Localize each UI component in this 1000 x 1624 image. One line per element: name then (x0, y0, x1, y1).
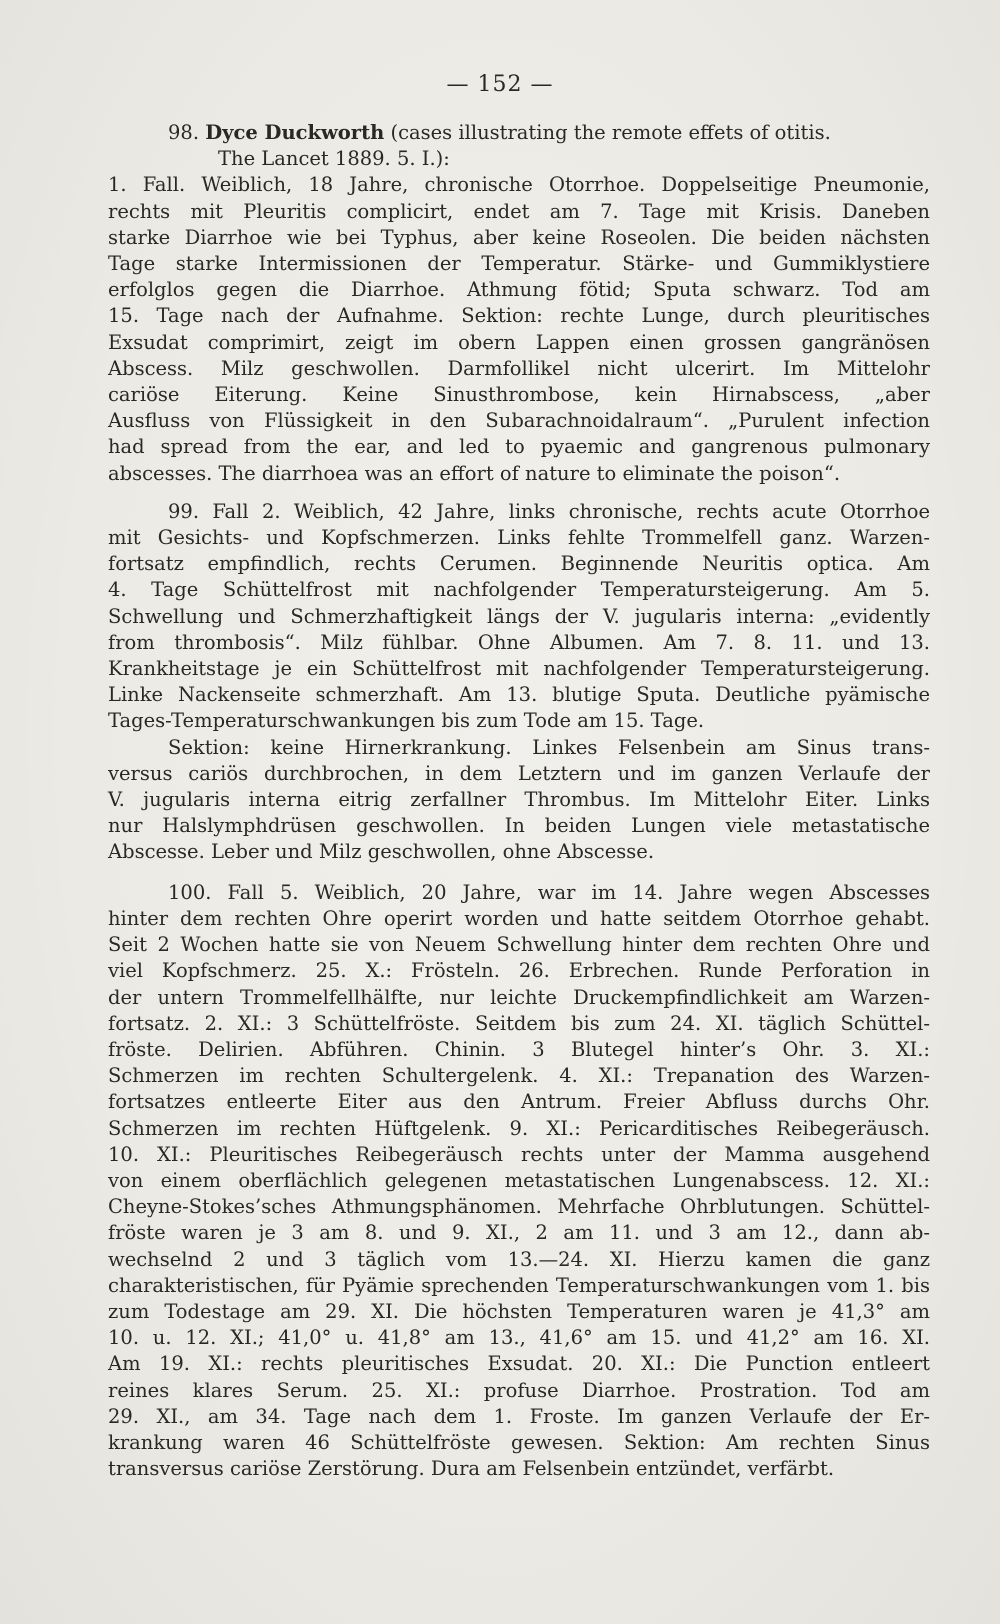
text-line: 100. Fall 5. Weiblich, 20 Jahre, war im 14. Jahre wegen Abscesses (168, 880, 930, 904)
text-line: versus cariös durchbrochen, in dem Letztern und im ganzen Verlaufe der (108, 761, 930, 785)
text-line: 1. Fall. Weiblich, 18 Jahre, chronische Otorrhoe. Doppelseitige Pneumonie, (108, 173, 930, 197)
text-line: from thrombosis“. Milz fühlbar. Ohne Albumen. Am 7. 8. 11. und 13. (108, 630, 930, 654)
text-line: Am 19. XI.: rechts pleuritisches Exsudat. 20. XI.: Die Punction entleert (108, 1352, 930, 1376)
text-line: Schwellung und Schmerzhaftigkeit längs der V. jugularis interna: „evidently (108, 604, 930, 628)
text-line: Exsudat comprimirt, zeigt im obern Lappen einen grossen gangränösen (108, 330, 930, 354)
text-line: Abscesse. Leber und Milz geschwollen, ohne Abscesse. (108, 840, 655, 864)
text-line: Linke Nackenseite schmerzhaft. Am 13. blutige Sputa. Deutliche pyämische (108, 683, 930, 707)
text-line: nur Halslymphdrüsen geschwollen. In beiden Lungen viele metastatische (108, 814, 930, 838)
text-line: viel Kopfschmerz. 25. X.: Frösteln. 26. Erbrechen. Runde Perforation in (108, 959, 930, 983)
text-line: Ausfluss von Flüssigkeit in den Subarachnoidalraum“. „Purulent infection (108, 409, 930, 433)
text-line: fortsatz empfindlich, rechts Cerumen. Beginnende Neuritis optica. Am (108, 552, 930, 576)
text-line: Abscess. Milz geschwollen. Darmfollikel nicht ulcerirt. Im Mittelohr (108, 356, 930, 380)
text-line: Seit 2 Wochen hatte sie von Neuem Schwellung hinter dem rechten Ohre und (108, 933, 930, 957)
entry-98-title: (cases illustrating the remote effets of otitis. (390, 121, 831, 144)
text-line: had spread from the ear, and led to pyaemic and gangrenous pulmonary (108, 435, 930, 459)
text-line: von einem oberflächlich gelegenen metastatischen Lungenabscess. 12. XI.: (108, 1168, 930, 1192)
text-line: 10. u. 12. XI.; 41,0° u. 41,8° am 13., 41,6° am 15. und 41,2° am 16. XI. (108, 1326, 930, 1350)
text-line: Tage starke Intermissionen der Temperatur. Stärke- und Gummiklystiere (108, 252, 930, 276)
entry-99 (108, 499, 930, 866)
text-line: fröste waren je 3 am 8. und 9. XI., 2 am 11. und 3 am 12., dann ab- (108, 1221, 930, 1245)
entry-98-text (108, 172, 930, 486)
text-line: charakteristischen, für Pyämie sprechenden Temperaturschwankungen vom 1. bis (108, 1273, 930, 1297)
entry-98-title-line (108, 120, 930, 146)
entry-98 (108, 120, 930, 487)
page-number: — 152 — (446, 72, 554, 97)
text-line: der untern Trommelfellhälfte, nur leichte Druckempfindlichkeit am Warzen- (108, 985, 930, 1009)
entry-99-text (108, 499, 930, 866)
text-line: Schmerzen im rechten Schultergelenk. 4. XI.: Trepanation des Warzen- (108, 1064, 930, 1088)
entry-100-text (108, 880, 930, 1483)
text-line: abscesses. The diarrhoea was an effort of nature to eliminate the poison“. (108, 461, 841, 485)
text-line: reines klares Serum. 25. XI.: profuse Diarrhoe. Prostration. Tod am (108, 1378, 930, 1402)
text-line: rechts mit Pleuritis complicirt, endet am 7. Tage mit Krisis. Daneben (108, 199, 930, 223)
text-line: fortsatzes entleerte Eiter aus den Antrum. Freier Abfluss durchs Ohr. (108, 1090, 930, 1114)
entry-98-journal: The Lancet 1889. 5. I.): (218, 147, 450, 171)
entry-100 (108, 880, 930, 1483)
text-line: starke Diarrhoe wie bei Typhus, aber keine Roseolen. Die beiden nächsten (108, 225, 930, 249)
text-line: 4. Tage Schüttelfrost mit nachfolgender Temperatursteigerung. Am 5. (108, 578, 930, 602)
text-line: 99. Fall 2. Weiblich, 42 Jahre, links chronische, rechts acute Otorrhoe (168, 499, 930, 523)
text-line: fortsatz. 2. XI.: 3 Schüttelfröste. Seitdem bis zum 24. XI. täglich Schüttel- (108, 1011, 930, 1035)
text-line: Sektion: keine Hirnerkrankung. Linkes Felsenbein am Sinus trans- (168, 735, 930, 759)
text-line: zum Todestage am 29. XI. Die höchsten Temperaturen waren je 41,3° am (108, 1299, 930, 1323)
text-line: cariöse Eiterung. Keine Sinusthrombose, kein Hirnabscess, „aber (108, 383, 930, 407)
entry-98-number: 98. (168, 121, 200, 144)
text-line: Cheyne-Stokes’sches Athmungsphänomen. Mehrfache Ohrblutungen. Schüttel- (108, 1195, 930, 1219)
text-line: erfolglos gegen die Diarrhoe. Athmung fötid; Sputa schwarz. Tod am (108, 278, 930, 302)
text-line: 29. XI., am 34. Tage nach dem 1. Froste. Im ganzen Verlaufe der Er- (108, 1404, 930, 1428)
text-line: 10. XI.: Pleuritisches Reibegeräusch rechts unter der Mamma ausgehend (108, 1142, 930, 1166)
text-line: 15. Tage nach der Aufnahme. Sektion: rechte Lunge, durch pleuritisches (108, 304, 930, 328)
text-line: Krankheitstage je ein Schüttelfrost mit nachfolgender Temperatursteigerung. (108, 657, 930, 681)
text-line: mit Gesichts- und Kopfschmerzen. Links fehlte Trommelfell ganz. Warzen- (108, 526, 930, 550)
text-line: fröste. Delirien. Abführen. Chinin. 3 Blutegel hinter’s Ohr. 3. XI.: (108, 1037, 930, 1061)
text-line: krankung waren 46 Schüttelfröste gewesen. Sektion: Am rechten Sinus (108, 1430, 930, 1454)
document-body (108, 120, 930, 1482)
text-line: V. jugularis interna eitrig zerfallner Thrombus. Im Mittelohr Eiter. Links (108, 788, 930, 812)
text-line: hinter dem rechten Ohre operirt worden und hatte seitdem Otorrhoe gehabt. (108, 906, 930, 930)
entry-98-author: Dyce Duckworth (205, 121, 385, 144)
text-line: transversus cariöse Zerstörung. Dura am Felsenbein entzündet, verfärbt. (108, 1457, 835, 1481)
text-line: Schmerzen im rechten Hüftgelenk. 9. XI.: Pericarditisches Reibegeräusch. (108, 1116, 930, 1140)
text-line: wechselnd 2 und 3 täglich vom 13.—24. XI. Hierzu kamen die ganz (108, 1247, 930, 1271)
text-line: Tages-Temperaturschwankungen bis zum Tode am 15. Tage. (108, 709, 705, 733)
